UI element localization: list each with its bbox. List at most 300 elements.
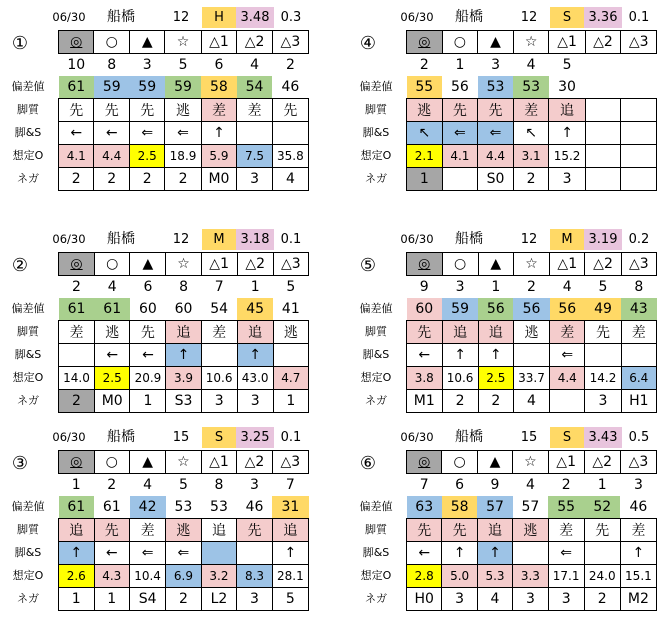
race-value: 0.3 [280,10,302,25]
row-label-deviation: 偏差値 [359,500,393,513]
mark-cell: △2 [237,31,273,54]
horses-cell: 4 [525,477,535,493]
nega-cell [442,168,478,191]
row-label-odds: 想定O [360,569,392,582]
horses-row [407,54,657,77]
odds-cell: 4.4 [550,367,585,390]
legs-row [59,542,309,565]
race-grade: H [202,7,236,28]
row-label-style: 脚質 [17,103,39,116]
horses-cell: 2 [561,477,571,493]
legs-cell: ↑ [166,344,201,367]
legs-cell [201,542,237,565]
race-grade: M [550,229,584,250]
nega-cell: 1 [407,168,443,191]
deviation-row [59,496,309,519]
horses-cell: 6 [455,477,465,493]
style-cell: 先 [94,519,130,542]
legs-cell: ← [130,344,166,367]
legs-row [407,344,657,367]
style-row [59,321,309,344]
style-cell: 逃 [407,99,443,122]
style-cell: 先 [442,99,478,122]
deviation-cell: 61 [95,298,130,321]
horses-cell: 5 [598,279,608,295]
odds-cell: 4.3 [94,565,130,588]
legs-cell: ↖ [407,122,443,145]
horses-cell: 3 [142,57,152,73]
horses-cell: 5 [178,57,188,73]
nega-cell: 4 [272,168,308,191]
style-cell: 追 [477,519,512,542]
mark-cell: △2 [237,253,273,276]
marks-row [407,451,657,474]
race-score: 3.36 [584,7,622,28]
nega-cell: S3 [166,390,201,413]
style-cell: 差 [620,519,656,542]
horses-cell: 4 [562,279,572,295]
style-cell: 差 [550,321,585,344]
horses-cell: 4 [143,477,153,493]
legs-cell: ← [95,344,130,367]
race-venue: 船橋 [107,9,135,25]
horses-cell: 1 [597,477,607,493]
odds-cell: 4.4 [94,145,129,168]
mark-cell: △2 [585,31,621,54]
odds-cell: 6.9 [166,565,202,588]
legs-cell: ⇐ [129,122,164,145]
mark-cell: △3 [272,451,308,474]
mark-cell: △2 [237,451,273,474]
nega-cell: 3 [549,168,585,191]
odds-cell: 24.0 [584,565,620,588]
nega-cell [585,168,621,191]
deviation-cell: 56 [451,79,469,95]
horses-cell: 4 [107,279,117,295]
style-cell: 差 [548,519,584,542]
nega-cell: 4 [513,390,549,413]
nega-cell: 5 [272,588,308,611]
deviation-cell: 53 [513,76,549,99]
horses-cell: 8 [214,477,224,493]
style-cell: 逃 [273,321,308,344]
odds-cell: 6.4 [621,367,656,390]
style-cell: 差 [201,321,237,344]
deviation-row [59,76,309,99]
legs-cell: ↖ [513,122,549,145]
legs-cell [584,542,620,565]
odds-cell [585,145,621,168]
style-cell: 先 [407,519,442,542]
style-cell: 先 [237,519,273,542]
legs-cell: ↑ [620,542,656,565]
odds-cell: 33.7 [513,367,549,390]
legs-cell: ↑ [237,344,273,367]
race-venue: 船橋 [455,9,483,25]
race-number: ③ [11,453,29,474]
deviation-cell: 60 [139,301,157,317]
horses-cell [621,54,657,77]
mark-cell: ◎ [407,253,443,276]
style-cell: 先 [478,99,514,122]
race-number: ⑥ [359,453,377,474]
nega-cell: 3 [585,390,621,413]
style-cell: 差 [621,321,656,344]
odds-cell: 5.0 [442,565,477,588]
nega-cell: 1 [273,390,308,413]
odds-cell: 8.3 [237,565,273,588]
legs-row [407,122,657,145]
race-value: 0.5 [628,430,650,445]
row-label-odds: 想定O [360,149,392,162]
nega-row [59,390,309,413]
legs-cell [621,344,656,367]
mark-cell: △1 [549,31,585,54]
nega-row [59,588,309,611]
legs-cell [621,122,657,145]
deviation-cell [621,76,657,99]
race-runners: 12 [520,10,538,25]
legs-cell: ↑ [442,344,478,367]
legs-cell [201,344,237,367]
race-date: 06/30 [400,232,434,246]
race-grade: M [202,229,236,250]
race-score: 3.25 [236,427,274,448]
odds-cell: 3.9 [166,367,201,390]
race-runners: 12 [520,232,538,247]
race-header [352,226,652,250]
odds-cell: 4.4 [478,145,514,168]
odds-cell: 3.3 [513,565,548,588]
style-cell: 先 [584,519,620,542]
odds-cell: 14.0 [59,367,95,390]
row-label-deviation: 偏差値 [11,302,45,315]
deviation-cell: 46 [629,499,648,515]
row-label-nega: ネガ [17,394,39,407]
marks-row [59,451,309,474]
horses-cell: 5 [562,57,572,73]
legs-cell: ↑ [477,542,512,565]
legs-cell: ⇐ [130,542,166,565]
nega-cell: 3 [201,390,237,413]
odds-cell: 7.5 [237,145,273,168]
race-value: 0.1 [280,430,302,445]
nega-cell: 2 [129,168,164,191]
odds-cell: 4.1 [442,145,478,168]
mark-cell: ◎ [59,31,94,54]
odds-cell: 10.6 [201,367,237,390]
odds-row [59,145,309,168]
race-grade: S [550,427,584,448]
odds-cell: 2.6 [59,565,95,588]
legs-cell: ⇐ [165,122,201,145]
odds-cell: 2.5 [95,367,130,390]
horses-row [407,474,657,497]
mark-cell: ☆ [165,31,201,54]
deviation-cell: 59 [94,76,129,99]
mark-cell: ◎ [407,451,442,474]
nega-cell [621,168,657,191]
odds-row [407,145,657,168]
race-header [4,4,304,28]
legs-cell [513,344,549,367]
race-score: 3.43 [584,427,622,448]
horses-cell: 2 [419,57,429,73]
nega-cell: 2 [442,390,478,413]
deviation-cell: 45 [237,298,273,321]
deviation-cell: 56 [513,298,549,321]
row-label-deviation: 偏差値 [359,302,393,315]
style-cell: 先 [94,99,129,122]
mark-cell: ○ [94,451,130,474]
row-label-style: 脚質 [365,523,387,536]
deviation-cell: 41 [281,301,300,317]
legs-cell [513,542,548,565]
deviation-cell: 57 [477,496,512,519]
race-venue: 船橋 [107,429,135,445]
mark-cell: ▲ [477,451,512,474]
horses-cell: 7 [285,477,295,493]
odds-cell: 14.2 [585,367,621,390]
legs-cell: ⇐ [166,542,202,565]
deviation-cell: 63 [407,496,442,519]
deviation-cell: 42 [130,496,166,519]
odds-row [59,565,309,588]
legs-cell: ↑ [549,122,585,145]
nega-cell: 3 [442,588,477,611]
legs-cell: ↑ [442,542,477,565]
style-cell: 先 [407,321,443,344]
deviation-cell: 53 [210,499,228,515]
row-label-style: 脚質 [17,325,39,338]
race-value: 0.2 [628,232,650,247]
race-venue: 船橋 [107,231,135,247]
nega-cell: 1 [94,588,130,611]
race-date: 06/30 [52,430,86,444]
mark-cell: ▲ [478,253,513,276]
nega-cell: H0 [407,588,442,611]
style-cell: 先 [129,99,164,122]
deviation-cell: 46 [245,499,264,515]
legs-cell [585,122,621,145]
deviation-cell: 54 [237,76,273,99]
race-table [58,450,309,611]
horses-row [59,54,309,77]
mark-cell: △3 [621,253,656,276]
race-table [58,252,309,413]
odds-row [407,565,657,588]
row-label-nega: ネガ [365,172,387,185]
odds-cell: 5.3 [477,565,512,588]
legs-cell [273,344,308,367]
deviation-cell: 59 [442,298,478,321]
deviation-cell: 61 [102,499,121,515]
legs-row [407,542,657,565]
mark-cell: △3 [621,31,657,54]
nega-cell: 2 [166,588,202,611]
mark-cell: ○ [442,31,478,54]
style-cell: 差 [130,519,166,542]
mark-cell: ☆ [513,451,548,474]
mark-cell: ▲ [478,31,514,54]
horses-cell: 2 [107,477,117,493]
odds-cell: 2.5 [478,367,513,390]
row-label-style: 脚質 [365,103,387,116]
race-runners: 15 [172,430,190,445]
odds-cell: 28.1 [272,565,308,588]
style-cell: 先 [59,99,94,122]
legs-cell [237,542,273,565]
legs-cell [237,122,273,145]
race-score: 3.18 [236,229,274,250]
row-label-nega: ネガ [17,592,39,605]
race-header [352,424,652,448]
nega-cell: 1 [59,588,95,611]
deviation-cell: 56 [478,298,513,321]
horses-row [59,276,309,299]
deviation-cell: 54 [210,301,229,317]
deviation-row [59,298,309,321]
deviation-row [407,76,657,99]
legs-cell: ⇐ [548,542,584,565]
nega-row [407,168,657,191]
race-block [4,424,309,620]
nega-cell: M0 [95,390,130,413]
horses-cell: 2 [72,279,81,295]
race-grade: S [202,427,236,448]
mark-cell: △1 [548,451,584,474]
mark-cell: △1 [201,451,237,474]
race-table [406,252,657,413]
horses-cell: 4 [250,57,259,73]
style-row [407,519,657,542]
odds-cell: 5.9 [201,145,237,168]
race-header [4,226,304,250]
deviation-cell: 56 [550,298,585,321]
nega-cell: L2 [201,588,237,611]
odds-cell: 18.9 [165,145,201,168]
style-cell: 追 [549,99,585,122]
horses-cell [585,54,621,77]
nega-cell: 3 [548,588,584,611]
horses-cell: 8 [179,279,188,295]
nega-cell: 1 [130,390,166,413]
legs-cell: ↑ [59,542,95,565]
nega-cell: 3 [237,390,273,413]
horses-cell: 8 [634,279,644,295]
legs-cell: ⇐ [550,344,585,367]
deviation-cell: 58 [201,76,237,99]
race-value: 0.1 [280,232,302,247]
style-cell: 追 [59,519,95,542]
mark-cell: △3 [620,451,656,474]
race-grade: S [550,7,584,28]
mark-cell: △3 [272,31,308,54]
deviation-cell: 52 [584,496,620,519]
mark-cell: ▲ [130,451,166,474]
style-cell: 逃 [513,321,549,344]
odds-cell: 3.8 [407,367,443,390]
marks-row [407,31,657,54]
marks-row [59,31,309,54]
horses-cell: 1 [491,279,501,295]
legs-cell: ↑ [478,344,513,367]
horses-cell: 10 [67,57,86,73]
nega-row [59,168,309,191]
deviation-cell: 59 [165,76,201,99]
odds-cell: 10.6 [442,367,478,390]
odds-cell [621,145,657,168]
row-label-legs: 脚&S [362,126,390,139]
horses-cell: 2 [527,279,536,295]
style-cell: 追 [237,321,273,344]
nega-cell: M1 [407,390,443,413]
nega-cell: 2 [478,390,513,413]
nega-cell: M2 [620,588,656,611]
horses-cell: 2 [285,57,295,73]
race-date: 06/30 [400,10,434,24]
style-cell: 逃 [95,321,130,344]
deviation-cell: 61 [59,496,95,519]
row-label-nega: ネガ [365,394,387,407]
horses-row [407,276,657,299]
mark-cell: △3 [273,253,308,276]
row-label-odds: 想定O [12,371,44,384]
nega-cell: M0 [201,168,237,191]
odds-cell: 43.0 [237,367,273,390]
mark-cell: ◎ [59,451,95,474]
race-venue: 船橋 [455,231,483,247]
nega-cell: S0 [478,168,514,191]
row-label-nega: ネガ [17,172,39,185]
mark-cell: ○ [94,31,129,54]
style-cell: 追 [201,519,237,542]
nega-cell: 2 [59,168,94,191]
horses-cell: 4 [526,57,536,73]
race-score: 3.19 [584,229,622,250]
legs-row [59,122,309,145]
style-cell: 先 [272,99,308,122]
race-runners: 12 [172,10,190,25]
nega-cell: 3 [237,588,273,611]
nega-row [407,588,657,611]
mark-cell: ◎ [59,253,95,276]
deviation-cell: 53 [174,499,193,515]
style-row [59,99,309,122]
deviation-cell: 61 [59,76,94,99]
deviation-row [407,298,657,321]
legs-cell [272,122,308,145]
odds-cell: 4.7 [273,367,308,390]
row-label-legs: 脚&S [14,546,42,559]
legs-cell: ↑ [201,122,237,145]
legs-cell: ⇐ [478,122,514,145]
nega-cell: 3 [237,168,273,191]
odds-cell: 35.8 [272,145,308,168]
row-label-deviation: 偏差値 [11,500,45,513]
nega-cell: 2 [513,168,549,191]
style-cell: 逃 [165,99,201,122]
legs-cell: ← [94,542,130,565]
odds-row [59,367,309,390]
legs-cell: ← [407,344,443,367]
deviation-cell: 61 [59,298,95,321]
horses-row [59,474,309,497]
deviation-cell: 43 [621,298,656,321]
deviation-row [407,496,657,519]
row-label-odds: 想定O [360,371,392,384]
race-table [406,450,657,611]
